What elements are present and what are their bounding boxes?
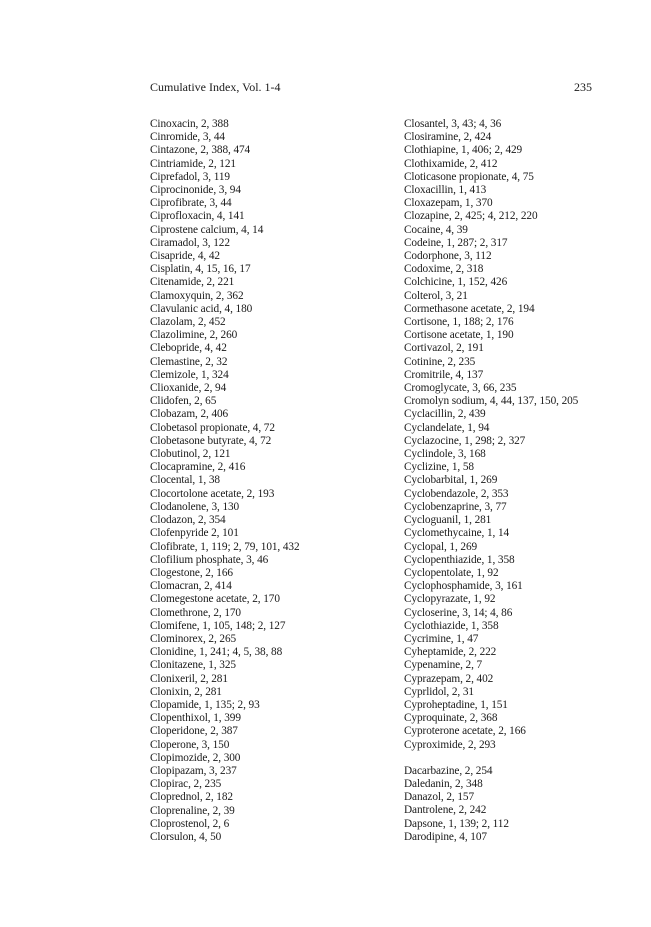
index-entry: Clopipazam, 3, 237 [150,764,237,777]
index-entry: Clofenpyride 2, 101 [150,527,239,540]
index-entry: Clonidine, 1, 241; 4, 5, 38, 88 [150,646,283,659]
index-entry: Closiramine, 2, 424 [404,131,492,144]
index-entry: Cycloguanil, 1, 281 [404,514,492,527]
index-entry: Cloprenaline, 2, 39 [150,804,235,817]
index-entry: Clopenthixol, 1, 399 [150,712,241,725]
index-entry: Cloprednol, 2, 182 [150,791,233,804]
index-entry: Cyclazocine, 1, 298; 2, 327 [404,434,526,447]
index-entry: Cyclopyrazate, 1, 92 [404,593,496,606]
index-entry: Clonitazene, 1, 325 [150,659,236,672]
index-entry: Clozapine, 2, 425; 4, 212, 220 [404,210,538,223]
index-entry: Darodipine, 4, 107 [404,830,487,843]
index-entry: Dacarbazine, 2, 254 [404,764,493,777]
index-entry: Ciprefadol, 3, 119 [150,170,230,183]
index-entry: Cypenamine, 2, 7 [404,659,483,672]
index-entry: Cinoxacin, 2, 388 [150,118,229,130]
index-entry: Clomethrone, 2, 170 [150,606,241,619]
index-entry: Clavulanic acid, 4, 180 [150,302,253,315]
index-entry: Clidofen, 2, 65 [150,395,217,408]
index-entry: Danazol, 2, 157 [404,791,475,804]
index-entry: Clamoxyquin, 2, 362 [150,289,244,302]
index-entry: Ciprofibrate, 3, 44 [150,197,232,210]
index-entry: Cloticasone propionate, 4, 75 [404,170,534,183]
index-entry: Clocental, 1, 38 [150,474,220,487]
index-entry: Cyheptamide, 2, 222 [404,646,497,659]
index-entry: Cintazone, 2, 388, 474 [150,144,251,157]
index-entry: Daledanin, 2, 348 [404,777,483,790]
index-entry: Clominorex, 2, 265 [150,632,237,645]
index-entry: Cloxacillin, 1, 413 [404,184,487,197]
page-header-title: Cumulative Index, Vol. 1-4 [150,80,281,94]
index-entry: Cintriamide, 2, 121 [150,157,236,170]
page-number: 235 [574,80,592,94]
index-entry: Cotinine, 2, 235 [404,355,476,368]
index-entry: Cyclindole, 3, 168 [404,448,486,461]
index-entry: Clazolam, 2, 452 [150,316,226,329]
index-entry: Clodazon, 2, 354 [150,514,226,527]
index-entry: Cyclothiazide, 1, 358 [404,619,499,632]
index-entry: Clocortolone acetate, 2, 193 [150,487,275,500]
index-entry: Clorsulon, 4, 50 [150,830,222,843]
index-entry: Cyclophosphamide, 3, 161 [404,580,523,593]
index-entry: Cloprostenol, 2, 6 [150,817,230,830]
index-entry: Cortivazol, 2, 191 [404,342,484,355]
letter-group-gap [404,752,644,765]
index-entry: Clomifene, 1, 105, 148; 2, 127 [150,619,286,632]
index-entry: Codoxime, 2, 318 [404,263,484,276]
index-entry: Clopamide, 1, 135; 2, 93 [150,698,260,711]
index-entry: Clebopride, 4, 42 [150,342,227,355]
index-entry: Cyclacillin, 2, 439 [404,408,486,421]
index-entry: Colchicine, 1, 152, 426 [404,276,508,289]
index-entry: Cromitrile, 4, 137 [404,368,484,381]
index-entry: Clodanolene, 3, 130 [150,500,240,513]
index-entry: Closantel, 3, 43; 4, 36 [404,118,502,130]
index-entry: Clobazam, 2, 406 [150,408,229,421]
index-entry: Ciprofloxacin, 4, 141 [150,210,245,223]
index-entry: Codeine, 1, 287; 2, 317 [404,236,508,249]
index-entry: Cyclandelate, 1, 94 [404,421,490,434]
index-entry: Clobetasol propionate, 4, 72 [150,421,275,434]
index-entry: Cyproquinate, 2, 368 [404,712,498,725]
index-entry: Ciramadol, 3, 122 [150,236,230,249]
index-entry: Clofilium phosphate, 3, 46 [150,553,269,566]
index-entry: Cyclopenthiazide, 1, 358 [404,553,515,566]
index-entry: Clothixamide, 2, 412 [404,157,498,170]
index-entry: Clopimozide, 2, 300 [150,751,241,764]
index-entry: Clonixin, 2, 281 [150,685,222,698]
index-entry: Clobutinol, 2, 121 [150,448,231,461]
index-entry: Codorphone, 3, 112 [404,250,492,263]
index-entry: Cyclobarbital, 1, 269 [404,474,498,487]
index-entry: Cycloserine, 3, 14; 4, 86 [404,606,513,619]
index-entry: Cloxazepam, 1, 370 [404,197,493,210]
index-column-left [150,118,390,844]
index-entry: Cisapride, 4, 42 [150,250,220,263]
index-entry: Cinromide, 3, 44 [150,131,225,144]
index-entry: Cyclobendazole, 2, 353 [404,487,509,500]
index-entry: Cloperidone, 2, 387 [150,725,238,738]
index-entry: Cyclopentolate, 1, 92 [404,566,499,579]
index-entry: Clopirac, 2, 235 [150,778,222,791]
index-entry: Cyproterone acetate, 2, 166 [404,725,526,738]
index-entry: Cyclobenzaprine, 3, 77 [404,500,507,513]
index-entry: Clomacran, 2, 414 [150,580,232,593]
index-column-right [404,118,644,844]
index-entry: Clemizole, 1, 324 [150,368,229,381]
index-entry: Clonixeril, 2, 281 [150,672,228,685]
index-entry: Clocapramine, 2, 416 [150,461,246,474]
index-entry: Cycrimine, 1, 47 [404,632,479,645]
index-entry: Clothiapine, 1, 406; 2, 429 [404,144,523,157]
index-entry: Cyprazepam, 2, 402 [404,672,494,685]
index-entry: Cisplatin, 4, 15, 16, 17 [150,263,251,276]
index-entry: Clemastine, 2, 32 [150,355,228,368]
index-entry: Cloperone, 3, 150 [150,738,230,751]
index-entry: Clofibrate, 1, 119; 2, 79, 101, 432 [150,540,300,553]
index-entry: Colterol, 3, 21 [404,289,468,302]
index-entry: Cyproximide, 2, 293 [404,738,496,751]
index-entry: Clioxanide, 2, 94 [150,382,227,395]
index-entry: Dapsone, 1, 139; 2, 112 [404,817,509,830]
index-entry: Cyprlidol, 2, 31 [404,685,474,698]
index-entry: Cromoglycate, 3, 66, 235 [404,382,517,395]
index-entry: Ciprocinonide, 3, 94 [150,184,241,197]
index-entry: Cortisone acetate, 1, 190 [404,329,514,342]
index-entry: Cortisone, 1, 188; 2, 176 [404,316,514,329]
index-entry: Cormethasone acetate, 2, 194 [404,302,535,315]
index-entry: Cyclopal, 1, 269 [404,540,478,553]
index-entry: Clazolimine, 2, 260 [150,329,238,342]
index-entry: Citenamide, 2, 221 [150,276,235,289]
index-entry: Cyproheptadine, 1, 151 [404,698,508,711]
index-entry: Clobetasone butyrate, 4, 72 [150,434,272,447]
index-entry: Cyclizine, 1, 58 [404,461,474,474]
index-entry: Cocaine, 4, 39 [404,223,468,236]
index-entry: Dantrolene, 2, 242 [404,804,487,817]
index-entry: Ciprostene calcium, 4, 14 [150,223,264,236]
index-entry: Cromolyn sodium, 4, 44, 137, 150, 205 [404,395,579,408]
index-entry: Cyclomethycaine, 1, 14 [404,527,510,540]
index-entry: Clomegestone acetate, 2, 170 [150,593,280,606]
index-entry: Clogestone, 2, 166 [150,566,233,579]
